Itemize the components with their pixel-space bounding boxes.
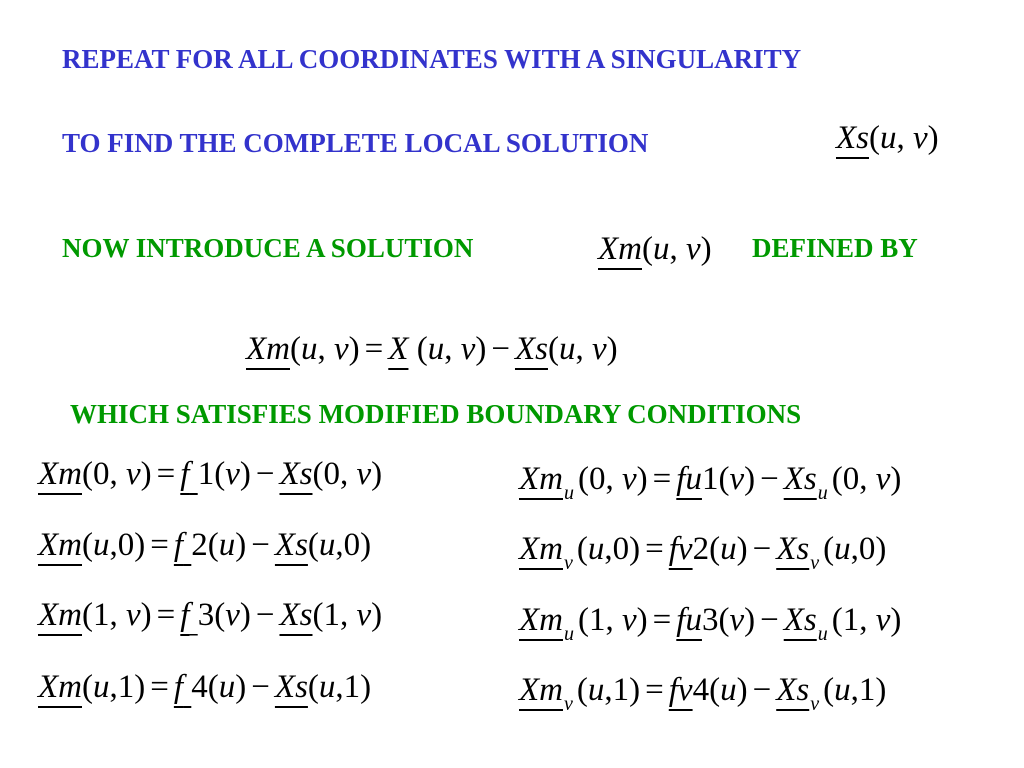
math-token: f — [180, 456, 190, 492]
math-token: u — [720, 531, 737, 567]
math-token: 1 — [343, 669, 361, 705]
math-token: ( — [831, 461, 843, 497]
math-token: ) — [744, 602, 756, 638]
math-token: u — [564, 623, 574, 645]
math-token: ) — [360, 669, 372, 705]
math-token: ) — [636, 461, 648, 497]
bc-right-4 — [519, 672, 887, 715]
math-token: Xm — [519, 602, 563, 638]
math-token: 0 — [93, 456, 110, 492]
heading-find-solution: TO FIND THE COMPLETE LOCAL SOLUTION — [62, 128, 649, 158]
math-token: v — [356, 456, 372, 492]
math-token: ( — [578, 461, 589, 497]
math-token: = — [645, 672, 664, 708]
math-token: , — [575, 331, 584, 367]
math-token: ) — [875, 672, 887, 708]
math-token — [174, 669, 191, 705]
math-token: 1 — [589, 602, 606, 638]
math-token: 0 — [589, 461, 606, 497]
math-token: ) — [475, 331, 487, 367]
math-token: ) — [629, 672, 641, 708]
math-token: = — [652, 461, 672, 497]
math-token: ( — [312, 456, 324, 492]
math-token: 4 — [191, 669, 208, 705]
math-token: Xm — [246, 331, 290, 367]
math-token: − — [251, 527, 270, 563]
math-token: v — [225, 597, 240, 633]
math-token: = — [652, 602, 672, 638]
math-token: 1 — [842, 602, 860, 638]
math-token: , — [604, 672, 613, 708]
bc-right-3 — [519, 602, 902, 645]
symbol-xm: Xm — [598, 231, 642, 267]
math-token: v — [460, 331, 476, 367]
math-token: u — [720, 672, 737, 708]
math-token: , — [109, 669, 118, 705]
math-token: , — [339, 456, 349, 492]
math-token: ) — [235, 527, 247, 563]
math-token: ) — [140, 597, 152, 633]
math-token: f — [173, 669, 184, 705]
math-token: ) — [360, 527, 372, 563]
math-token: , — [850, 672, 859, 708]
math-token: Xm — [38, 597, 82, 633]
math-token: ( — [823, 672, 835, 708]
math-token: Xm — [38, 669, 82, 705]
math-token: = — [150, 669, 169, 705]
math-token: , — [859, 461, 868, 497]
math-token: 1 — [197, 456, 215, 492]
math-token: ( — [207, 669, 219, 705]
math-token: = — [150, 527, 169, 563]
math-token: u — [587, 672, 605, 708]
math-token: ( — [82, 456, 93, 492]
math-token: v — [622, 461, 637, 497]
math-token: Xs — [279, 456, 313, 492]
math-token: , — [605, 602, 614, 638]
xm-expression — [598, 233, 712, 266]
math-token: u — [817, 482, 828, 504]
math-token: ( — [718, 602, 730, 638]
math-token: v — [810, 693, 820, 715]
math-token: u — [93, 527, 110, 563]
math-token: 3 — [701, 602, 719, 638]
math-token: ( — [547, 331, 559, 367]
definition-equation — [246, 333, 618, 366]
math-token: ( — [576, 531, 588, 567]
math-token: v — [875, 461, 891, 497]
math-token: = — [156, 456, 176, 492]
math-token: − — [752, 531, 772, 567]
math-token: − — [752, 672, 772, 708]
math-token: ) — [700, 231, 712, 267]
math-token: ( — [718, 461, 730, 497]
math-token: − — [760, 461, 779, 497]
math-token: u — [318, 669, 336, 705]
math-token: u — [218, 669, 236, 705]
math-token: ( — [709, 672, 721, 708]
math-token: v — [564, 693, 573, 715]
math-token — [174, 527, 191, 563]
math-token: ) — [371, 456, 383, 492]
math-token: ( — [307, 527, 319, 563]
math-token: ) — [736, 672, 748, 708]
math-token: u — [301, 331, 318, 367]
math-token: u — [834, 672, 851, 708]
math-token: ) — [606, 331, 618, 367]
math-token: 0 — [612, 531, 630, 567]
math-token: ( — [576, 672, 588, 708]
math-token: fv — [668, 672, 693, 708]
math-token: Xm — [519, 672, 563, 708]
math-token: ( — [82, 597, 93, 633]
math-token: ( — [709, 531, 721, 567]
bc-right-2 — [519, 531, 887, 574]
math-token: Xm — [519, 531, 563, 567]
math-token: ( — [578, 602, 589, 638]
math-token: Xs — [776, 672, 810, 708]
math-token: , — [850, 531, 859, 567]
math-token: Xs — [783, 602, 817, 638]
math-token: ( — [290, 331, 301, 367]
math-token: v — [126, 456, 141, 492]
math-token: , — [335, 527, 344, 563]
math-token: ) — [371, 597, 383, 633]
math-token: ( — [869, 120, 880, 156]
math-token: ) — [239, 456, 251, 492]
math-token: u — [318, 527, 336, 563]
math-token: , — [605, 461, 614, 497]
math-token: ( — [207, 527, 219, 563]
math-token: Xs — [279, 597, 313, 633]
math-token: u — [93, 669, 110, 705]
math-token: ) — [636, 602, 648, 638]
math-token: v — [875, 602, 891, 638]
heading-repeat: REPEAT FOR ALL COORDINATES WITH A SINGULARITY — [62, 44, 802, 74]
math-token: 1 — [93, 597, 110, 633]
math-token: − — [251, 669, 270, 705]
math-token: u — [817, 623, 828, 645]
bc-left-3 — [38, 599, 382, 632]
math-token: = — [645, 531, 664, 567]
math-token: v — [591, 331, 607, 367]
math-token: = — [364, 331, 384, 367]
math-token: ( — [831, 602, 843, 638]
math-token: ( — [307, 669, 319, 705]
math-token: 0 — [323, 456, 340, 492]
math-token: ( — [642, 231, 653, 267]
math-token: v — [126, 597, 141, 633]
math-token: = — [156, 597, 176, 633]
math-token: u — [564, 482, 574, 504]
math-token: 0 — [842, 461, 860, 497]
math-token: Xm — [38, 456, 82, 492]
math-token: X — [388, 331, 409, 367]
math-token — [180, 456, 197, 492]
math-token: u — [587, 531, 605, 567]
math-token: 1 — [117, 669, 135, 705]
math-token: , — [339, 597, 349, 633]
math-token: v — [729, 602, 745, 638]
math-token: 0 — [117, 527, 135, 563]
math-token: ) — [134, 527, 146, 563]
math-token: ( — [82, 669, 93, 705]
math-token: Xs — [274, 527, 308, 563]
math-token: 2 — [191, 527, 208, 563]
math-token: , — [109, 456, 118, 492]
math-token: ) — [890, 602, 902, 638]
math-token: 0 — [858, 531, 876, 567]
math-token — [180, 597, 197, 633]
math-token: , — [335, 669, 344, 705]
math-token: , — [109, 527, 118, 563]
math-token: u — [427, 331, 445, 367]
heading-introduce: NOW INTRODUCE A SOLUTION — [62, 233, 474, 263]
math-token: u — [834, 531, 851, 567]
math-token: u — [558, 331, 576, 367]
bc-right-1 — [519, 461, 902, 504]
math-token: , — [859, 602, 868, 638]
math-token: 1 — [858, 672, 876, 708]
math-token: v — [913, 120, 928, 156]
math-token: ) — [348, 331, 360, 367]
math-token: v — [225, 456, 240, 492]
math-token: ) — [736, 531, 748, 567]
math-token: Xm — [519, 461, 563, 497]
math-token: v — [564, 552, 573, 574]
math-token: ) — [629, 531, 641, 567]
math-token: , — [109, 597, 118, 633]
math-token: v — [686, 231, 701, 267]
math-token: ( — [823, 531, 835, 567]
math-token: Xm — [38, 527, 82, 563]
math-token: , — [317, 331, 326, 367]
math-token: − — [255, 597, 275, 633]
math-token: v — [356, 597, 372, 633]
math-token: Xs — [274, 669, 308, 705]
math-token: 2 — [692, 531, 710, 567]
math-token: ) — [239, 597, 251, 633]
math-token: u — [880, 120, 897, 156]
math-token: 1 — [612, 672, 630, 708]
math-token: ) — [235, 669, 247, 705]
math-token: 1 — [701, 461, 719, 497]
math-token: u — [653, 231, 670, 267]
math-token: ( — [214, 597, 226, 633]
math-token: v — [729, 461, 745, 497]
math-token: ) — [134, 669, 146, 705]
math-token: fv — [668, 531, 693, 567]
math-token: Xs — [514, 331, 548, 367]
math-token: , — [669, 231, 678, 267]
math-token: fu — [676, 461, 702, 497]
math-token: ) — [875, 531, 887, 567]
bc-left-4 — [38, 671, 371, 704]
heading-defined-by: DEFINED BY — [752, 233, 918, 263]
math-token: ( — [214, 456, 226, 492]
math-token: v — [810, 552, 820, 574]
math-token: ( — [312, 597, 324, 633]
math-token: ) — [890, 461, 902, 497]
math-token: u — [218, 527, 236, 563]
math-token: 4 — [692, 672, 710, 708]
math-token: − — [255, 456, 275, 492]
math-token: ) — [927, 120, 939, 156]
math-token: f — [180, 597, 190, 633]
math-token: 3 — [197, 597, 215, 633]
math-token: − — [491, 331, 510, 367]
symbol-xs: Xs — [836, 120, 869, 156]
math-token: ( — [416, 331, 428, 367]
math-token: , — [896, 120, 905, 156]
math-token: 0 — [343, 527, 361, 563]
math-token: 1 — [323, 597, 340, 633]
math-token: , — [444, 331, 453, 367]
math-token: Xs — [783, 461, 817, 497]
math-token: ) — [744, 461, 756, 497]
bc-left-2 — [38, 529, 371, 562]
math-token: fu — [676, 602, 702, 638]
math-token: − — [760, 602, 779, 638]
math-token: Xs — [776, 531, 810, 567]
math-token: , — [604, 531, 613, 567]
bc-left-1 — [38, 458, 382, 491]
math-token: f — [173, 527, 184, 563]
math-token: ( — [82, 527, 93, 563]
math-token: ) — [140, 456, 152, 492]
xs-expression — [836, 122, 939, 155]
math-token: v — [334, 331, 349, 367]
math-token: v — [622, 602, 637, 638]
heading-boundary: WHICH SATISFIES MODIFIED BOUNDARY CONDITIONS — [70, 399, 802, 429]
